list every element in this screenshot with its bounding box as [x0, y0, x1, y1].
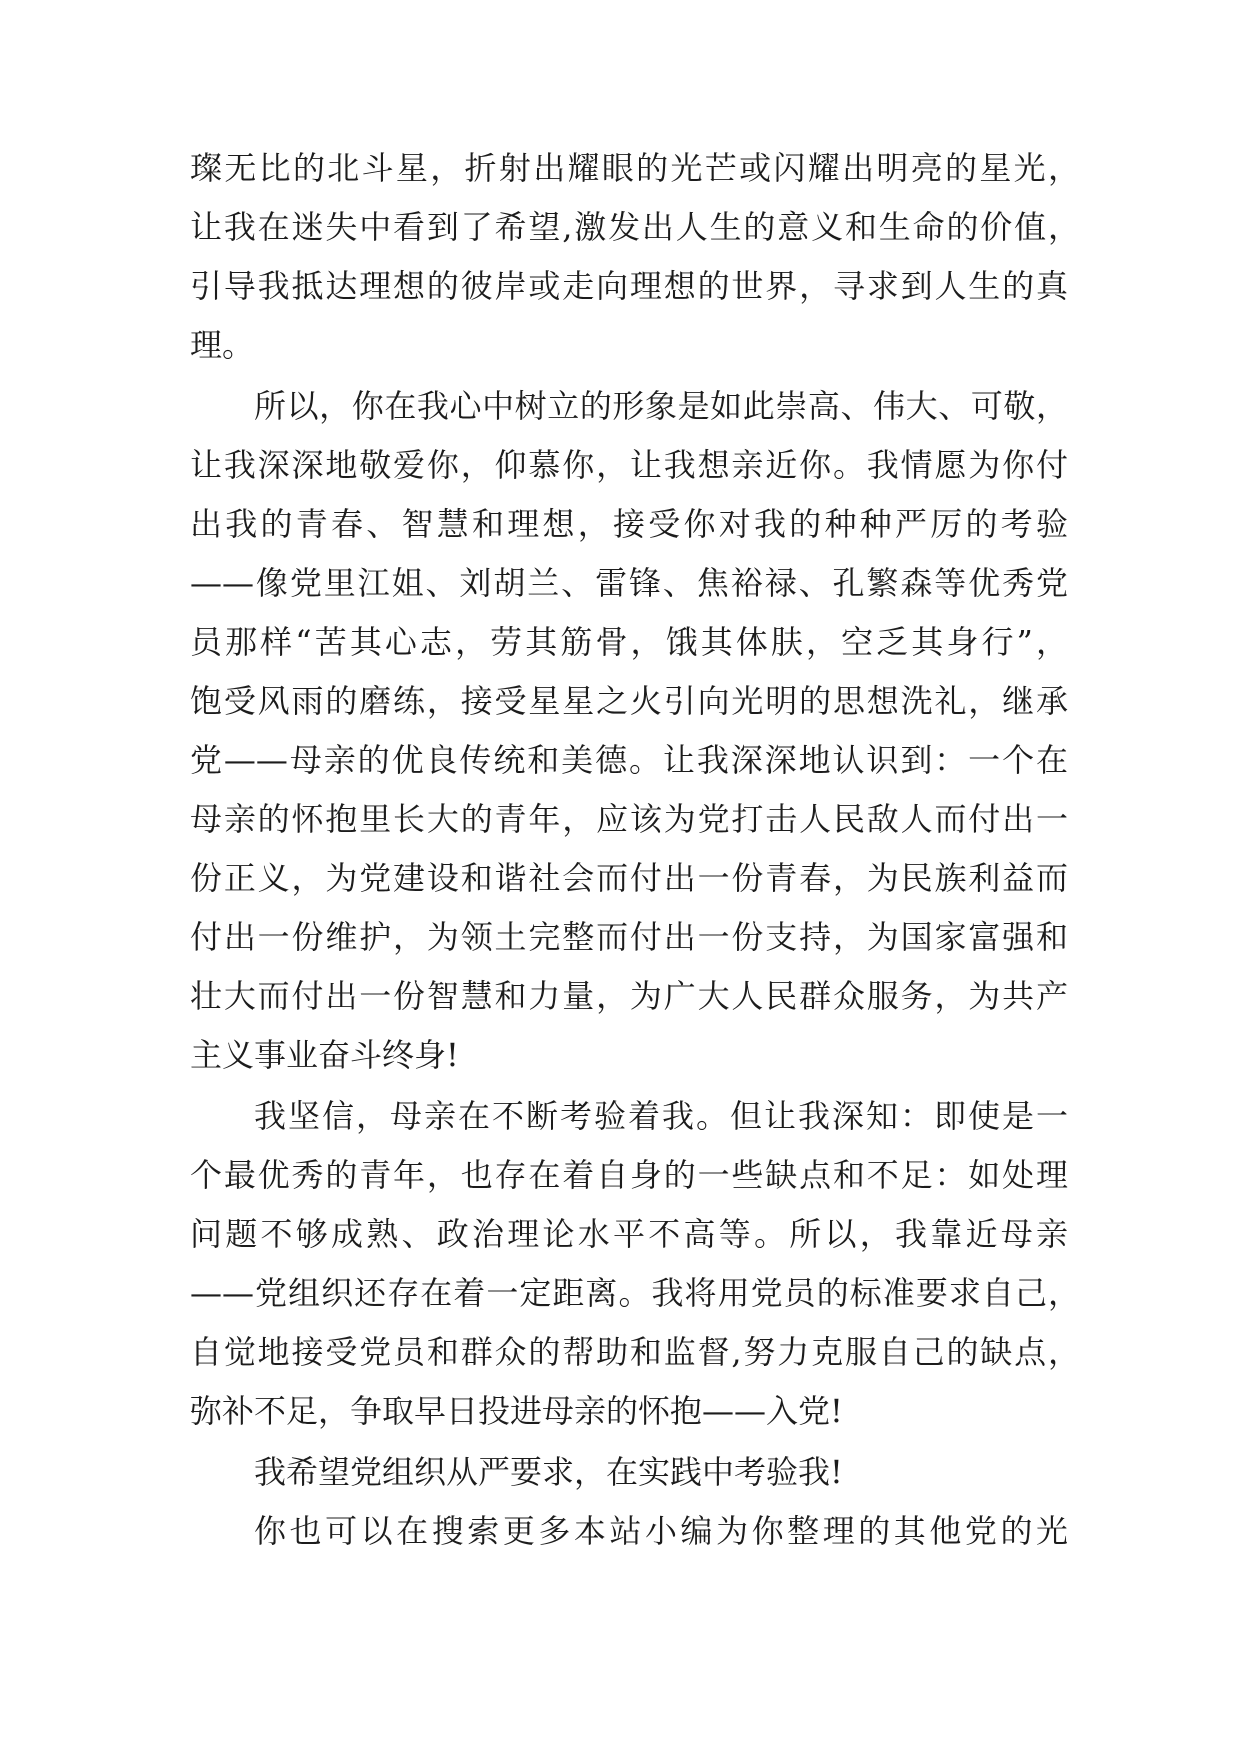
text-line-20: ——党组织还存在着一定距离。我将用党员的标准要求自己， [190, 1274, 1080, 1312]
text-line-22: 弥补不足，争取早日投进母亲的怀抱——入党! [190, 1392, 843, 1430]
text-line-10: 饱受风雨的磨练，接受星星之火引向光明的思想洗礼，继承 [190, 682, 1068, 720]
text-line-19: 问题不够成熟、政治理论水平不高等。所以，我靠近母亲 [190, 1215, 1068, 1253]
text-line-3: 引导我抵达理想的彼岸或走向理想的世界，寻求到人生的真 [190, 267, 1068, 305]
text-line-8: ——像党里江姐、刘胡兰、雷锋、焦裕禄、孔繁森等优秀党 [190, 564, 1068, 602]
text-line-14: 付出一份维护，为领土完整而付出一份支持，为国家富强和 [190, 918, 1068, 956]
text-line-11: 党——母亲的优良传统和美德。让我深深地认识到：一个在 [190, 741, 1068, 779]
text-line-1: 璨无比的北斗星，折射出耀眼的光芒或闪耀出明亮的星光， [190, 149, 1080, 187]
text-line-12: 母亲的怀抱里长大的青年，应该为党打击人民敌人而付出一 [190, 800, 1068, 838]
text-line-4: 理。 [190, 326, 255, 364]
text-line-6: 让我深深地敬爱你，仰慕你，让我想亲近你。我情愿为你付 [190, 446, 1068, 484]
text-line-9: 员那样“苦其心志，劳其筋骨，饿其体肤，空乏其身行”， [190, 623, 1068, 661]
text-line-21: 自觉地接受党员和群众的帮助和监督,努力克服自己的缺点， [190, 1333, 1080, 1371]
text-line-15: 壮大而付出一份智慧和力量，为广大人民群众服务，为共产 [190, 977, 1068, 1015]
text-line-5: 所以，你在我心中树立的形象是如此崇高、伟大、可敬， [254, 387, 1068, 425]
text-line-18: 个最优秀的青年，也存在着自身的一些缺点和不足：如处理 [190, 1156, 1068, 1194]
text-line-2: 让我在迷失中看到了希望,激发出人生的意义和生命的价值， [190, 208, 1080, 246]
text-line-13: 份正义，为党建设和谐社会而付出一份青春，为民族利益而 [190, 859, 1068, 897]
text-line-23: 我希望党组织从严要求，在实践中考验我! [254, 1453, 843, 1491]
text-line-7: 出我的青春、智慧和理想，接受你对我的种种严厉的考验 [190, 505, 1068, 543]
text-line-24: 你也可以在搜索更多本站小编为你整理的其他党的光 [254, 1512, 1068, 1550]
text-line-17: 我坚信，母亲在不断考验着我。但让我深知：即使是一 [254, 1097, 1068, 1135]
text-line-16: 主义事业奋斗终身! [190, 1036, 459, 1074]
